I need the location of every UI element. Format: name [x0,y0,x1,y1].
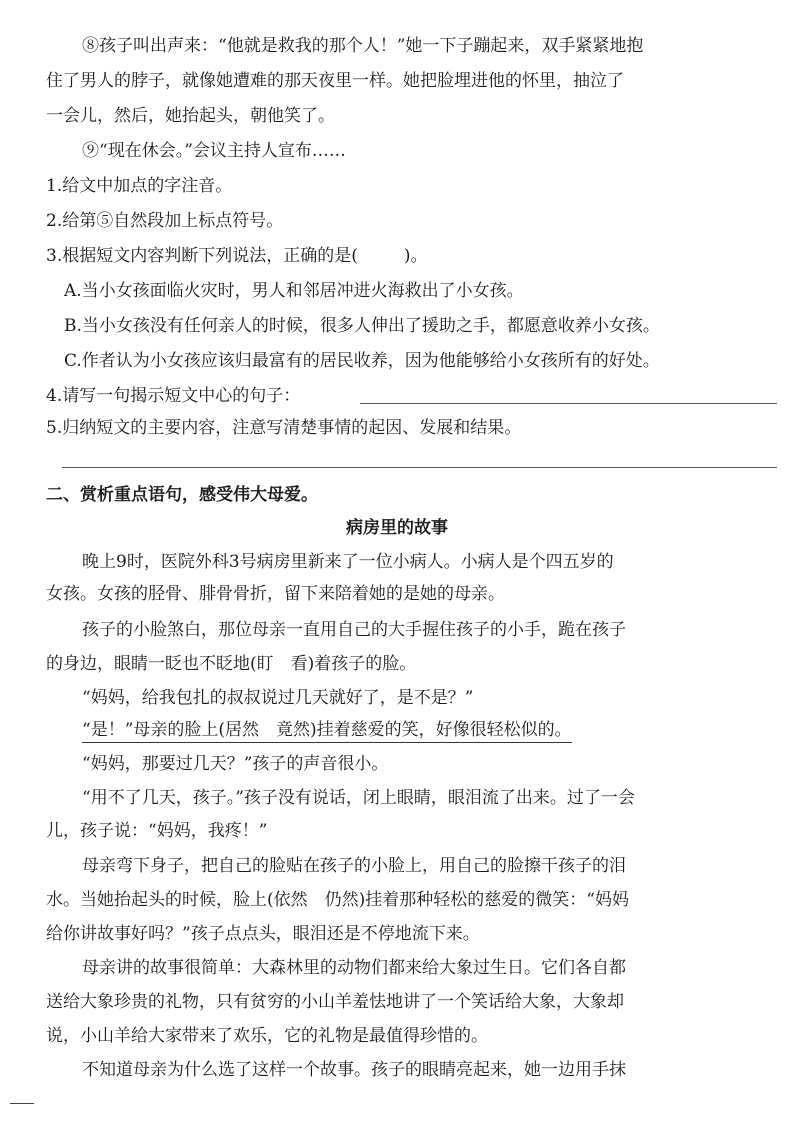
story-line-3: 孩子的小脸煞白，那位母亲一直用自己的大手握住孩子的小手，跪在孩子 [82,620,626,640]
answer-line-q4[interactable] [360,403,777,404]
story-line-8: “用不了几天，孩子。”孩子没有说话，闭上眼睛，眼泪流了出来。过了一会 [82,788,635,808]
question-3 [46,244,428,268]
option-c: C.作者认为小女孩应该归最富有的居民收养，因为他能够给小女孩所有的好处。 [64,351,660,371]
story-line-10: 母亲弯下身子，把自己的脸贴在孩子的小脸上，用自己的脸擦干孩子的泪 [82,856,626,876]
story-line-4: 的身边，眼睛一眨也不眨地(盯 看)着孩子的脸。 [46,654,417,674]
story-line-2: 女孩。女孩的胫骨、腓骨骨折，留下来陪着她的是她的母亲。 [46,584,505,604]
question-2: 2.给第⑤自然段加上标点符号。 [46,211,284,231]
story-line-13: 母亲讲的故事很简单：大森林里的动物们都来给大象过生日。它们各自都 [82,958,626,978]
page-corner-mark [10,1103,34,1104]
section-heading: 二、赏析重点语句，感受伟大母爱。 [46,485,318,505]
story-line-7: “妈妈，那要过几天？”孩子的声音很小。 [82,754,389,774]
story-line-1: 晚上9时，医院外科3号病房里新来了一位小病人。小病人是个四五岁的 [82,552,614,572]
story-title: 病房里的故事 [346,518,448,538]
story-line-14: 送给大象珍贵的礼物，只有贫穷的小山羊羞怯地讲了一个笑话给大象，大象却 [46,992,624,1012]
option-b: B.当小女孩没有任何亲人的时候，很多人伸出了援助之手，都愿意收养小女孩。 [64,316,660,336]
question-4: 4.请写一句揭示短文中心的句子： [46,386,301,406]
question-3-prefix: 3.根据短文内容判断下列说法，正确的是( [46,246,358,266]
story-line-12: 给你讲故事好吗？”孩子点点头，眼泪还是不停地流下来。 [46,924,480,944]
question-3-suffix: )。 [403,246,428,266]
answer-line-q5[interactable] [62,467,777,468]
paragraph-8-line-2: 住了男人的脖子，就像她遭难的那天夜里一样。她把脸埋进他的怀里，抽泣了 [46,71,624,91]
story-line-11: 水。当她抬起头的时候，脸上(依然 仍然)挂着那种轻松的慈爱的微笑：“妈妈 [46,890,629,910]
paragraph-9: ⑨“现在休会。”会议主持人宣布…… [82,141,346,161]
story-line-5: “妈妈，给我包扎的叔叔说过几天就好了，是不是？” [82,688,474,708]
question-5: 5.归纳短文的主要内容，注意写清楚事情的起因、发展和结果。 [46,418,522,438]
paragraph-8-line-1: ⑧孩子叫出声来：“他就是救我的那个人！”她一下子蹦起来，双手紧紧地抱 [82,36,644,56]
paragraph-8-line-3: 一会儿，然后，她抬起头，朝他笑了。 [46,106,335,126]
story-line-15: 说，小山羊给大家带来了欢乐，它的礼物是最值得珍惜的。 [46,1026,488,1046]
story-line-6 [82,718,572,742]
question-1: 1.给文中加点的字注音。 [46,176,233,196]
story-line-16: 不知道母亲为什么选了这样一个故事。孩子的眼睛亮起来，她一边用手抹 [82,1060,626,1080]
underlined-sentence: “是！”母亲的脸上(居然 竟然)挂着慈爱的笑，好像很轻松似的。 [82,720,572,743]
option-a: A.当小女孩面临火灾时，男人和邻居冲进火海救出了小女孩。 [64,281,524,301]
story-line-9: 儿，孩子说：“妈妈，我疼！” [46,821,268,841]
